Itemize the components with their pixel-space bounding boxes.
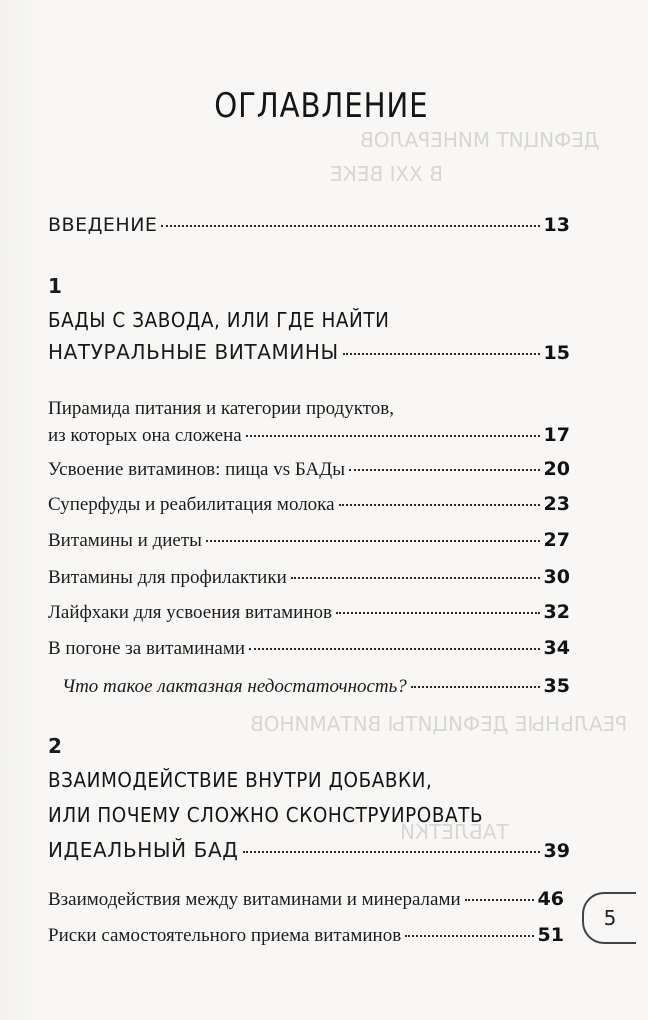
- dot-leader: [405, 935, 533, 937]
- toc-entry-label: Витамины и диеты: [48, 530, 202, 551]
- toc-page-number: 34: [543, 637, 570, 659]
- dot-leader: [349, 469, 540, 471]
- toc-entry-label[interactable]: Пирамида питания и категории продуктов,: [48, 398, 394, 419]
- toc-entry-label: Что такое лактазная недостаточность?: [62, 676, 407, 697]
- dot-leader: [336, 612, 540, 614]
- toc-subentry[interactable]: [62, 675, 570, 698]
- toc-entry-label: В погоне за витаминами: [48, 638, 246, 659]
- toc-entry-label: Лайфхаки для усвоения витаминов: [48, 602, 332, 623]
- toc-page-number: 51: [537, 924, 564, 946]
- dot-leader: [161, 225, 539, 227]
- dot-leader: [249, 648, 540, 650]
- chapter-title-line[interactable]: ВЗАИМОДЕЙСТВИЕ ВНУТРИ ДОБАВКИ,: [48, 768, 433, 792]
- dot-leader: [206, 540, 540, 542]
- toc-entry[interactable]: [48, 888, 564, 911]
- toc-entry[interactable]: [48, 529, 570, 552]
- toc-page-number: 39: [543, 840, 570, 862]
- chapter-title-line: ИДЕАЛЬНЫЙ БАД: [48, 838, 239, 862]
- toc-page-number: 35: [543, 675, 570, 697]
- toc-entry-label: Риски самостоятельного приема витаминов: [48, 925, 402, 946]
- toc-entry[interactable]: [48, 424, 570, 447]
- dot-leader: [339, 504, 540, 506]
- toc-entry-label: ВВЕДЕНИЕ: [48, 214, 158, 236]
- page-number-badge: 5: [582, 892, 636, 944]
- toc-entry-chapter-1[interactable]: [48, 340, 570, 364]
- chapter-number: 2: [48, 734, 62, 758]
- bleed-through-text: В XXI ВЕКЕ: [330, 162, 443, 186]
- toc-page-number: 13: [543, 214, 570, 236]
- toc-entry-label: Суперфуды и реабилитация молока: [48, 494, 335, 515]
- toc-page-number: 46: [537, 888, 564, 910]
- chapter-title-line[interactable]: БАДЫ С ЗАВОДА, ИЛИ ГДЕ НАЙТИ: [48, 308, 390, 332]
- chapter-title-line: НАТУРАЛЬНЫЕ ВИТАМИНЫ: [48, 340, 339, 364]
- dot-leader: [343, 353, 540, 355]
- toc-entry[interactable]: [48, 601, 570, 624]
- toc-entry[interactable]: [48, 493, 570, 516]
- dot-leader: [246, 435, 540, 437]
- bleed-through-text: ДЕФИЦИТ МИНЕРАЛОВ: [360, 128, 600, 152]
- toc-entry-chapter-2[interactable]: [48, 838, 570, 862]
- toc-entry-label: Витамины для профилактики: [48, 567, 287, 588]
- toc-page-number: 23: [543, 493, 570, 515]
- dot-leader: [411, 686, 540, 688]
- toc-entry[interactable]: [48, 924, 564, 947]
- toc-page-number: 17: [543, 424, 570, 446]
- toc-page-number: 27: [543, 529, 570, 551]
- bleed-through-text: ТАБЛЕТКИ: [400, 820, 509, 844]
- dot-leader: [291, 577, 540, 579]
- toc-entry[interactable]: [48, 458, 570, 481]
- page-title: ОГЛАВЛЕНИЕ: [214, 86, 429, 126]
- toc-entry-label: Усвоение витаминов: пища vs БАДы: [48, 459, 345, 480]
- toc-page-number: 32: [543, 601, 570, 623]
- chapter-number: 1: [48, 274, 62, 298]
- toc-entry-label: Взаимодействия между витаминами и минералами: [48, 889, 461, 910]
- toc-entry[interactable]: [48, 566, 570, 589]
- chapter-title-line[interactable]: ИЛИ ПОЧЕМУ СЛОЖНО СКОНСТРУИРОВАТЬ: [48, 803, 484, 827]
- dot-leader: [243, 851, 540, 853]
- toc-entry-introduction[interactable]: [48, 214, 570, 236]
- dot-leader: [465, 899, 534, 901]
- toc-page-number: 15: [543, 342, 570, 364]
- toc-page-number: 30: [543, 566, 570, 588]
- toc-entry[interactable]: [48, 637, 570, 660]
- toc-page-number: 20: [543, 458, 570, 480]
- bleed-through-text: РЕАЛЬНЫЕ ДЕФИЦИТЫ ВИТАМИНОВ: [250, 712, 628, 736]
- toc-entry-label: из которых она сложена: [48, 425, 242, 446]
